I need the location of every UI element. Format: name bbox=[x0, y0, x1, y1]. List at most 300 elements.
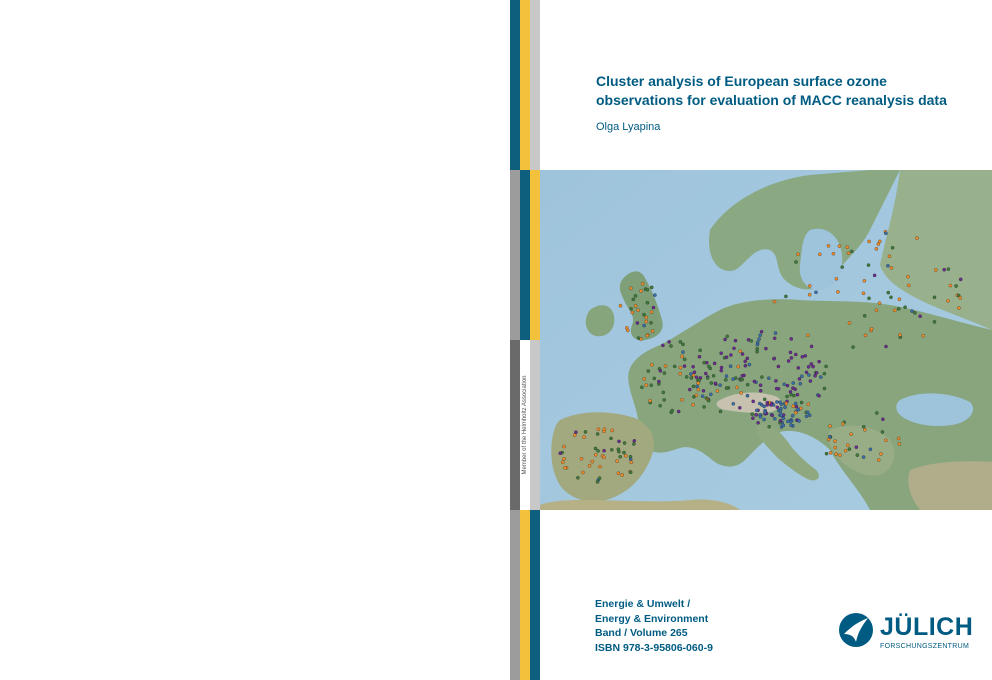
station-marker bbox=[879, 452, 882, 455]
station-marker bbox=[679, 340, 682, 343]
station-marker bbox=[881, 418, 884, 421]
station-marker bbox=[827, 244, 830, 247]
station-marker bbox=[756, 350, 759, 353]
station-marker bbox=[877, 459, 880, 462]
station-marker bbox=[629, 455, 632, 458]
station-marker bbox=[959, 296, 962, 299]
station-marker bbox=[741, 352, 744, 355]
station-marker bbox=[741, 374, 744, 377]
station-marker bbox=[697, 388, 700, 391]
station-marker bbox=[680, 355, 683, 358]
station-marker bbox=[622, 451, 625, 454]
station-marker bbox=[934, 268, 937, 271]
station-marker bbox=[726, 335, 729, 338]
station-marker bbox=[823, 387, 826, 390]
spine-stripe-yellow-4 bbox=[520, 510, 530, 680]
station-marker bbox=[875, 309, 878, 312]
station-marker bbox=[768, 425, 771, 428]
spine-stripe-gray-top bbox=[530, 0, 540, 170]
station-marker bbox=[596, 432, 599, 435]
spine-stripe-teal-2 bbox=[520, 170, 530, 340]
station-marker bbox=[808, 293, 811, 296]
station-marker bbox=[651, 330, 654, 333]
station-marker bbox=[669, 344, 672, 347]
station-marker bbox=[794, 388, 797, 391]
station-marker bbox=[659, 369, 662, 372]
station-marker bbox=[794, 260, 797, 263]
station-marker bbox=[884, 232, 887, 235]
book-spine bbox=[510, 0, 540, 680]
station-marker bbox=[759, 334, 762, 337]
station-marker bbox=[810, 345, 813, 348]
station-marker bbox=[692, 403, 695, 406]
book-title bbox=[596, 72, 986, 110]
juelich-logo bbox=[838, 610, 974, 656]
station-marker bbox=[850, 250, 853, 253]
station-marker bbox=[645, 320, 648, 323]
station-marker bbox=[615, 460, 618, 463]
station-marker bbox=[634, 304, 637, 307]
station-marker bbox=[814, 291, 817, 294]
station-marker bbox=[732, 378, 735, 381]
station-marker bbox=[683, 365, 686, 368]
station-marker bbox=[582, 436, 585, 439]
station-marker bbox=[792, 405, 795, 408]
station-marker bbox=[681, 351, 684, 354]
station-marker bbox=[741, 378, 744, 381]
station-marker bbox=[886, 264, 889, 267]
station-marker bbox=[759, 389, 762, 392]
station-marker bbox=[630, 461, 633, 464]
station-marker bbox=[756, 341, 759, 344]
station-marker bbox=[863, 314, 866, 317]
station-marker bbox=[653, 294, 656, 297]
station-marker bbox=[846, 444, 849, 447]
station-marker bbox=[719, 384, 722, 387]
station-marker bbox=[637, 337, 640, 340]
station-marker bbox=[598, 465, 601, 468]
station-marker bbox=[692, 365, 695, 368]
station-marker bbox=[767, 377, 770, 380]
station-marker bbox=[720, 369, 723, 372]
station-marker bbox=[891, 246, 894, 249]
station-marker bbox=[724, 378, 727, 381]
station-marker bbox=[724, 338, 727, 341]
station-marker bbox=[746, 383, 749, 386]
station-marker bbox=[834, 440, 837, 443]
station-marker bbox=[729, 353, 732, 356]
station-marker bbox=[732, 402, 735, 405]
station-marker bbox=[760, 330, 763, 333]
station-marker bbox=[873, 274, 876, 277]
station-marker bbox=[681, 343, 684, 346]
station-marker bbox=[898, 442, 901, 445]
station-marker bbox=[679, 366, 682, 369]
station-marker bbox=[760, 376, 763, 379]
station-marker bbox=[688, 388, 691, 391]
station-marker bbox=[617, 440, 620, 443]
series-line-1: Energie & Umwelt / bbox=[595, 598, 691, 610]
station-marker bbox=[561, 461, 564, 464]
station-marker bbox=[735, 386, 738, 389]
station-marker bbox=[692, 395, 695, 398]
station-marker bbox=[769, 403, 772, 406]
station-marker bbox=[832, 252, 835, 255]
station-marker bbox=[639, 289, 642, 292]
station-marker bbox=[815, 371, 818, 374]
spine-stripe-yellow-2 bbox=[530, 170, 540, 340]
station-marker bbox=[780, 413, 783, 416]
station-marker bbox=[798, 377, 801, 380]
station-marker bbox=[598, 477, 601, 480]
station-marker bbox=[707, 365, 710, 368]
station-marker bbox=[774, 379, 777, 382]
station-marker bbox=[795, 405, 798, 408]
station-marker bbox=[897, 307, 900, 310]
station-marker bbox=[645, 384, 648, 387]
station-marker bbox=[915, 237, 918, 240]
station-marker bbox=[588, 464, 591, 467]
station-marker bbox=[664, 364, 667, 367]
station-marker bbox=[878, 240, 881, 243]
station-marker bbox=[806, 334, 809, 337]
station-marker bbox=[863, 428, 866, 431]
station-marker bbox=[668, 340, 671, 343]
station-marker bbox=[584, 430, 587, 433]
station-marker bbox=[773, 357, 776, 360]
station-marker bbox=[650, 286, 653, 289]
station-marker bbox=[890, 266, 893, 269]
station-marker bbox=[697, 382, 700, 385]
station-marker bbox=[662, 391, 665, 394]
station-marker bbox=[746, 357, 749, 360]
station-marker bbox=[663, 398, 666, 401]
station-marker bbox=[888, 255, 891, 258]
station-marker bbox=[703, 361, 706, 364]
station-marker bbox=[755, 409, 758, 412]
station-marker bbox=[704, 372, 707, 375]
station-marker bbox=[794, 353, 797, 356]
spine-stripe-dark-3 bbox=[510, 340, 520, 510]
station-marker bbox=[789, 420, 792, 423]
station-marker bbox=[752, 400, 755, 403]
juelich-wordmark: JÜLICH bbox=[880, 613, 974, 641]
station-marker bbox=[794, 411, 797, 414]
station-marker bbox=[808, 284, 811, 287]
station-marker bbox=[897, 437, 900, 440]
station-marker bbox=[898, 298, 901, 301]
station-marker bbox=[887, 291, 890, 294]
station-marker bbox=[855, 446, 858, 449]
title-line-2: observations for evaluation of MACC reanalysis data bbox=[596, 92, 947, 108]
station-marker bbox=[661, 344, 664, 347]
station-marker bbox=[716, 389, 719, 392]
station-marker bbox=[835, 453, 838, 456]
station-marker bbox=[734, 339, 737, 342]
station-marker bbox=[933, 296, 936, 299]
station-marker bbox=[649, 321, 652, 324]
station-marker bbox=[790, 424, 793, 427]
station-marker bbox=[835, 277, 838, 280]
station-marker bbox=[646, 301, 649, 304]
station-marker bbox=[640, 386, 643, 389]
station-marker bbox=[779, 410, 782, 413]
station-marker bbox=[869, 448, 872, 451]
station-marker bbox=[702, 389, 705, 392]
station-marker bbox=[933, 320, 936, 323]
station-marker bbox=[629, 471, 632, 474]
station-marker bbox=[763, 405, 766, 408]
station-marker bbox=[619, 304, 622, 307]
station-marker bbox=[641, 282, 644, 285]
station-marker bbox=[779, 419, 782, 422]
spine-stripe-teal-4 bbox=[530, 510, 540, 680]
station-marker bbox=[919, 315, 922, 318]
station-marker bbox=[808, 414, 811, 417]
station-marker bbox=[784, 295, 787, 298]
station-marker bbox=[893, 309, 896, 312]
station-marker bbox=[798, 419, 801, 422]
station-marker bbox=[797, 366, 800, 369]
spine-stripe-gray-3 bbox=[530, 340, 540, 510]
station-marker bbox=[867, 297, 870, 300]
station-marker bbox=[673, 365, 676, 368]
station-marker bbox=[910, 310, 913, 313]
station-marker bbox=[695, 376, 698, 379]
station-marker bbox=[719, 410, 722, 413]
station-marker bbox=[828, 435, 831, 438]
station-marker bbox=[713, 362, 716, 365]
station-marker bbox=[696, 385, 699, 388]
station-marker bbox=[775, 400, 778, 403]
station-marker bbox=[603, 449, 606, 452]
station-marker bbox=[692, 385, 695, 388]
station-marker bbox=[784, 406, 787, 409]
station-marker bbox=[947, 268, 950, 271]
station-marker bbox=[773, 300, 776, 303]
station-marker bbox=[710, 381, 713, 384]
station-marker bbox=[807, 403, 810, 406]
station-marker bbox=[775, 387, 778, 390]
station-marker bbox=[650, 384, 653, 387]
station-marker bbox=[631, 311, 634, 314]
station-marker bbox=[799, 382, 802, 385]
station-marker bbox=[659, 404, 662, 407]
station-marker bbox=[706, 376, 709, 379]
station-marker bbox=[652, 306, 655, 309]
station-marker bbox=[632, 442, 635, 445]
station-marker bbox=[789, 390, 792, 393]
station-marker bbox=[685, 375, 688, 378]
station-marker bbox=[679, 372, 682, 375]
station-marker bbox=[709, 393, 712, 396]
station-marker bbox=[856, 454, 859, 457]
station-marker bbox=[563, 466, 566, 469]
station-marker bbox=[771, 414, 774, 417]
station-marker bbox=[829, 425, 832, 428]
station-marker bbox=[868, 240, 871, 243]
station-marker bbox=[624, 454, 627, 457]
station-marker bbox=[707, 399, 710, 402]
station-marker bbox=[848, 321, 851, 324]
station-marker bbox=[650, 363, 653, 366]
station-marker bbox=[800, 375, 803, 378]
station-marker bbox=[778, 401, 781, 404]
station-marker bbox=[617, 448, 620, 451]
station-marker bbox=[847, 252, 850, 255]
station-marker bbox=[906, 275, 909, 278]
station-marker bbox=[818, 394, 821, 397]
station-marker bbox=[785, 402, 788, 405]
station-marker bbox=[619, 455, 622, 458]
station-marker bbox=[725, 356, 728, 359]
station-marker bbox=[594, 453, 597, 456]
station-marker bbox=[563, 457, 566, 460]
station-marker bbox=[663, 372, 666, 375]
station-marker bbox=[838, 454, 841, 457]
station-marker bbox=[636, 321, 639, 324]
station-marker bbox=[737, 365, 740, 368]
spine-stripe-gray-2 bbox=[510, 170, 520, 340]
station-marker bbox=[881, 430, 884, 433]
station-marker bbox=[630, 307, 633, 310]
station-marker bbox=[617, 472, 620, 475]
station-marker bbox=[946, 299, 949, 302]
station-marker bbox=[597, 428, 600, 431]
station-marker bbox=[653, 377, 656, 380]
station-marker bbox=[786, 395, 789, 398]
station-marker bbox=[701, 395, 704, 398]
station-marker bbox=[878, 302, 881, 305]
station-marker bbox=[805, 371, 808, 374]
station-marker bbox=[786, 420, 789, 423]
station-marker bbox=[959, 278, 962, 281]
station-marker bbox=[646, 334, 649, 337]
station-marker bbox=[907, 284, 910, 287]
isbn: ISBN 978-3-95806-060-9 bbox=[595, 641, 713, 654]
station-marker bbox=[759, 384, 762, 387]
station-marker bbox=[591, 460, 594, 463]
station-marker bbox=[825, 365, 828, 368]
station-marker bbox=[683, 358, 686, 361]
station-marker bbox=[776, 406, 779, 409]
station-marker bbox=[810, 362, 813, 365]
station-marker bbox=[611, 429, 614, 432]
station-marker bbox=[594, 447, 597, 450]
station-marker bbox=[779, 407, 782, 410]
series-info bbox=[595, 597, 713, 655]
station-marker bbox=[814, 374, 817, 377]
station-marker bbox=[755, 413, 758, 416]
spine-stripe-teal-top bbox=[510, 0, 520, 170]
station-marker bbox=[758, 402, 761, 405]
station-marker bbox=[740, 391, 743, 394]
author-name: Olga Lyapina bbox=[596, 121, 661, 133]
station-marker bbox=[632, 298, 635, 301]
station-marker bbox=[751, 413, 754, 416]
title-line-1: Cluster analysis of European surface ozone bbox=[596, 73, 887, 89]
station-marker bbox=[792, 381, 795, 384]
station-marker bbox=[807, 373, 810, 376]
station-marker bbox=[806, 411, 809, 414]
station-marker bbox=[867, 264, 870, 267]
station-marker bbox=[609, 437, 612, 440]
series-line-2: Energy & Environment bbox=[595, 612, 709, 625]
station-marker bbox=[789, 351, 792, 354]
station-marker bbox=[796, 253, 799, 256]
station-marker bbox=[712, 374, 715, 377]
station-marker bbox=[725, 387, 728, 390]
station-marker bbox=[603, 428, 606, 431]
spine-stripe-yellow-top bbox=[520, 0, 530, 170]
station-marker bbox=[720, 352, 723, 355]
station-marker bbox=[863, 279, 866, 282]
station-marker bbox=[610, 448, 613, 451]
station-marker bbox=[677, 410, 680, 413]
station-marker bbox=[801, 355, 804, 358]
station-marker bbox=[777, 365, 780, 368]
station-marker bbox=[753, 380, 756, 383]
station-marker bbox=[796, 393, 799, 396]
station-marker bbox=[699, 349, 702, 352]
station-marker bbox=[790, 356, 793, 359]
station-marker bbox=[759, 415, 762, 418]
station-marker bbox=[574, 431, 577, 434]
station-marker bbox=[757, 421, 760, 424]
station-marker bbox=[756, 347, 759, 350]
station-marker bbox=[649, 399, 652, 402]
station-marker bbox=[680, 398, 683, 401]
station-marker bbox=[642, 313, 645, 316]
station-marker bbox=[787, 359, 790, 362]
station-marker bbox=[829, 451, 832, 454]
station-marker bbox=[573, 434, 576, 437]
station-marker bbox=[943, 268, 946, 271]
station-marker bbox=[949, 284, 952, 287]
station-marker bbox=[646, 288, 649, 291]
station-marker bbox=[870, 327, 873, 330]
station-marker bbox=[602, 456, 605, 459]
station-marker bbox=[773, 417, 776, 420]
station-marker bbox=[836, 290, 839, 293]
station-marker bbox=[647, 370, 650, 373]
station-marker bbox=[774, 332, 777, 335]
station-marker bbox=[834, 446, 837, 449]
station-marker bbox=[750, 339, 753, 342]
station-marker bbox=[819, 376, 822, 379]
station-marker bbox=[693, 371, 696, 374]
station-marker bbox=[744, 360, 747, 363]
station-marker bbox=[782, 424, 785, 427]
station-marker bbox=[864, 334, 867, 337]
station-marker bbox=[643, 377, 646, 380]
station-marker bbox=[763, 418, 766, 421]
station-marker bbox=[637, 309, 640, 312]
station-marker bbox=[559, 452, 562, 455]
turkey bbox=[908, 461, 992, 510]
station-marker bbox=[838, 245, 841, 248]
station-marker bbox=[957, 307, 960, 310]
station-marker bbox=[643, 324, 646, 327]
station-marker bbox=[807, 365, 810, 368]
station-marker bbox=[790, 393, 793, 396]
station-marker bbox=[825, 452, 828, 455]
station-marker bbox=[738, 406, 741, 409]
station-marker bbox=[763, 411, 766, 414]
station-marker bbox=[904, 306, 907, 309]
station-marker bbox=[841, 422, 844, 425]
spine-stripe-gray-4 bbox=[510, 510, 520, 680]
